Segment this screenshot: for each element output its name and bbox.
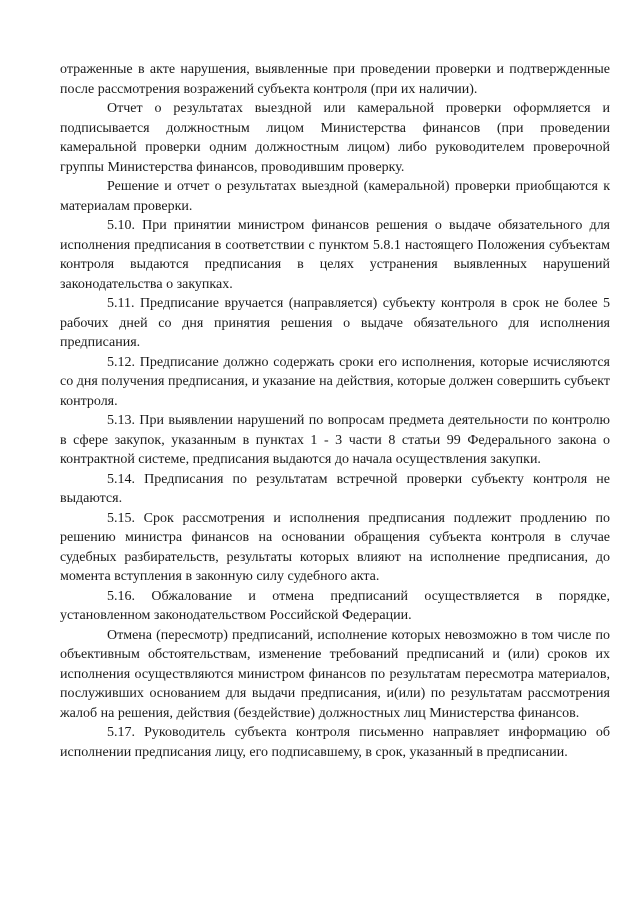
clause-5-12: 5.12. Предписание должно содержать сроки его исполнения, которые исчисляются со дня получения предписания, и указание на действия, которые должен совершить субъект контроля. [60, 354, 610, 409]
clause-5-13: 5.13. При выявлении нарушений по вопросам предмета деятельности по контролю в сфере закупок, указанным в пунктах 1 - 3 части 8 статьи 99 Федерального закона о контрактной системе, предписания выдаются до начала осуществления закупки. [60, 413, 610, 467]
document-page [60, 60, 610, 762]
clause-5-17: 5.17. Руководитель субъекта контроля письменно направляет информацию об исполнении предписания лицу, его подписавшему, в срок, указанный в предписании. [60, 725, 610, 760]
clause-5-10: 5.10. При принятии министром финансов решения о выдаче обязательного для исполнения предписания в соответствии с пунктом 5.8.1 настоящего Положения субъектам контроля выдаются предписания в целях устранения выявленных нарушений законодательства о закупках. [60, 218, 610, 292]
clause-5-16: 5.16. Обжалование и отмена предписаний осуществляется в порядке, установленном законодательством Российской Федерации. [60, 588, 610, 623]
paragraph-report-signing: Отчет о результатах выездной или камеральной проверки оформляется и подписывается должностным лицом Министерства финансов (при проведении камеральной проверки одним должностным лицом) либо руководителем проверочной группы Министерства финансов, проводившим проверку. [60, 101, 610, 175]
clause-5-11: 5.11. Предписание вручается (направляется) субъекту контроля в срок не более 5 рабочих дней со дня принятия решения о выдаче обязательного для исполнения предписания. [60, 296, 610, 350]
paragraph-cancellation: Отмена (пересмотр) предписаний, исполнение которых невозможно в том числе по объективным обстоятельствам, изменение требований предписаний и (или) сроков их исполнения осуществляются министром финансов по результатам пересмотра материалов, послуживших основанием для выдачи предписания, и(или) по результатам рассмотрения жалоб на решения, действия (бездействие) должностных лиц Министерства финансов. [60, 627, 610, 721]
paragraph-report-attachment: Решение и отчет о результатах выездной (камеральной) проверки приобщаются к материалам проверки. [60, 179, 610, 214]
paragraph-continuation: отраженные в акте нарушения, выявленные при проведении проверки и подтвержденные после рассмотрения возражений субъекта контроля (при их наличии). [60, 62, 610, 97]
clause-5-15: 5.15. Срок рассмотрения и исполнения предписания подлежит продлению по решению министра финансов на основании обращения субъекта контроля в случае судебных разбирательств, результаты которых влияют на исполнение предписания, до момента вступления в законную силу судебного акта. [60, 510, 610, 584]
clause-5-14: 5.14. Предписания по результатам встречной проверки субъекту контроля не выдаются. [60, 471, 610, 506]
